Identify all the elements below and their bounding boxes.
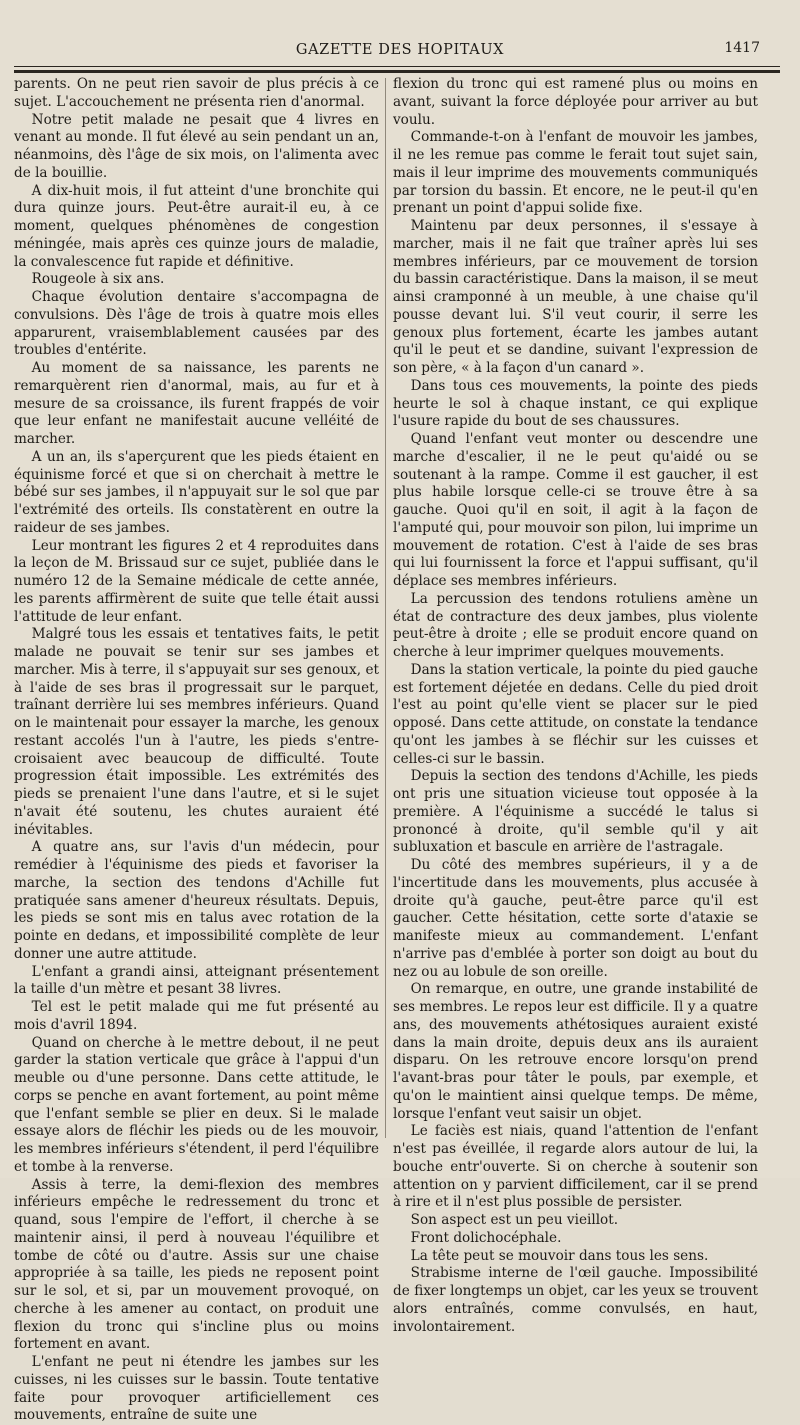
paragraph: Le faciès est niais, quand l'attention de l'enfant n'est pas éveillée, il regarde alors autour de lui, la bouche entr'ouverte. Si on cherche à soutenir son attention on y parvient difficilement, car il se prend à rire et il n'est plus possible de persister.: [393, 1123, 758, 1211]
paragraph: La tête peut se mouvoir dans tous les sens.: [410, 1247, 709, 1264]
right-column: [393, 76, 758, 1336]
paragraph: Quand l'enfant veut monter ou descendre une marche d'escalier, il ne le peut qu'aidé ou se soutenant à la rampe. Comme il est gaucher, il est plus habile lorsque celle-ci se trouve être à sa gauche. Quoi qu'il en soit, il agit à la façon de l'amputé qui, pour mouvoir son pilon, lui imprime un mouvement de rotation. C'est à l'aide de ses bras qui lui fournissent la force et l'appui suffisant, qu'il déplace ses membres inférieurs.: [393, 431, 758, 589]
left-column: [14, 76, 379, 1425]
paragraph: Dans la station verticale, la pointe du pied gauche est fortement déjetée en dedans. Celle du pied droit l'est au point qu'elle vient se placer sur le pied opposé. Dans cette attitude, on constate la tendance qu'ont les jambes à se fléchir sur les cuisses et celles-ci sur le bassin.: [393, 661, 758, 767]
paragraph: A un an, ils s'aperçurent que les pieds étaient en équinisme forcé et que si on cherchait à mettre le bébé sur ses jambes, il n'appuyait sur le sol que par l'extrémité des orteils. Ils constatèrent en outre la raideur de ses jambes.: [14, 448, 379, 536]
paragraph: La percussion des tendons rotuliens amène un état de contracture des deux jambes, plus violente peut-être à droite ; elle se produit encore quand on cherche à leur imprimer quelques mouvements.: [393, 590, 758, 660]
page-number: 1417: [724, 40, 760, 56]
paragraph: flexion du tronc qui est ramené plus ou moins en avant, suivant la force déployée pour arriver au but voulu.: [393, 76, 758, 128]
paragraph: Depuis la section des tendons d'Achille, les pieds ont pris une situation vicieuse tout opposée à la première. A l'équinisme a succédé le talus si prononcé à droite, qu'il semble qu'il y ait subluxation et bascule en arrière de l'astragale.: [393, 768, 758, 856]
paragraph: Quand on cherche à le mettre debout, il ne peut garder la station verticale que grâce à l'appui d'un meuble ou d'une personne. Dans cette attitude, le corps se penche en avant fortement, au point même que l'enfant semble se plier en deux. Si le malade essaye alors de fléchir les pieds ou de les mouvoir, les membres inférieurs s'étendent, il perd l'équilibre et tombe à la renverse.: [14, 1034, 379, 1175]
paragraph: Son aspect est un peu vieillot.: [410, 1212, 619, 1228]
column-divider: [385, 78, 386, 1138]
paragraph: A quatre ans, sur l'avis d'un médecin, pour remédier à l'équinisme des pieds et favoriser la marche, la section des tendons d'Achille fut pratiquée sans amener d'heureux résultats. Depuis, les pieds se sont mis en talus avec rotation de la pointe en dedans, et impossibilité complète de leur donner une autre attitude.: [14, 839, 379, 962]
paragraph: Chaque évolution dentaire s'accompagna de convulsions. Dès l'âge de trois à quatre mois elles apparurent, vraisemblablement causées par des troubles d'entérite.: [14, 289, 379, 359]
paragraph: Strabisme interne de l'œil gauche. Impossibilité de fixer longtemps un objet, car les yeux se trouvent alors entraînés, comme convulsés, en haut, involontairement.: [393, 1265, 758, 1335]
paragraph: parents. On ne peut rien savoir de plus précis à ce sujet. L'accouchement ne présenta rien d'anormal.: [14, 76, 379, 110]
header-rule-thin: [14, 66, 780, 67]
paragraph: A dix-huit mois, il fut atteint d'une bronchite qui dura quinze jours. Peut-être aurait-il eu, à ce moment, quelques phénomènes de congestion méningée, mais après ces quinze jours de maladie, la convalescence fut rapide et définitive.: [14, 182, 379, 270]
paragraph: Du côté des membres supérieurs, il y a de l'incertitude dans les mouvements, plus accusée à droite qu'à gauche, peut-être parce qu'il est gaucher. Cette hésitation, cette sorte d'ataxie se manifeste mieux au commandement. L'enfant n'arrive pas d'emblée à porter son doigt au bout du nez ou au lobule de son oreille.: [393, 857, 758, 980]
header-rule-thick: [14, 70, 780, 73]
paragraph: Au moment de sa naissance, les parents ne remarquèrent rien d'anormal, mais, au fur et à mesure de sa croissance, ils furent frappés de voir que leur enfant ne manifestait aucune velléité de marcher.: [14, 360, 379, 447]
paragraph: Leur montrant les figures 2 et 4 reproduites dans la leçon de M. Brissaud sur ce sujet, publiée dans le numéro 12 de la Semaine médicale de cette année, les parents affirmèrent de suite que telle était aussi l'attitude de leur enfant.: [14, 537, 379, 625]
paragraph: Dans tous ces mouvements, la pointe des pieds heurte le sol à chaque instant, ce qui explique l'usure rapide du bout de ses chaussures.: [393, 377, 758, 430]
paragraph: Assis à terre, la demi-flexion des membres inférieurs empêche le redressement du tronc et quand, sous l'empire de l'effort, il cherche à se maintenir ainsi, il perd à nouveau l'équilibre et tombe de côté ou d'autre. Assis sur une chaise appropriée à sa taille, les pieds ne reposent point sur le sol, et si, par un mouvement provoqué, on cherche à les amener au contact, on produit une flexion du tronc qui s'incline plus ou moins fortement en avant.: [14, 1176, 379, 1353]
paragraph: Notre petit malade ne pesait que 4 livres en venant au monde. Il fut élevé au sein pendant un an, néanmoins, dès l'âge de six mois, on l'alimenta avec de la bouillie.: [14, 111, 379, 181]
paragraph: Commande-t-on à l'enfant de mouvoir les jambes, il ne les remue pas comme le ferait tout sujet sain, mais il leur imprime des mouvements communiqués par torsion du bassin. Et encore, ne le peut-il qu'en prenant un point d'appui solide fixe.: [393, 129, 758, 217]
page-header: [0, 38, 800, 60]
running-title: GAZETTE DES HOPITAUX: [295, 42, 505, 58]
paragraph: Rougeole à six ans.: [31, 271, 165, 288]
paragraph: Maintenu par deux personnes, il s'essaye à marcher, mais il ne fait que traîner après lui ses membres inférieurs, par ce mouvement de torsion du bassin caractéristique. Dans la maison, il se meut ainsi cramponné à un meuble, à une chaise qu'il pousse devant lui. S'il veut courir, il serre les genoux plus fortement, écarte les jambes autant qu'il le peut et se dandine, suivant l'expression de son père, « à la façon d'un canard ».: [393, 218, 758, 376]
paragraph: Front dolichocéphale.: [410, 1229, 562, 1246]
paragraph: Tel est le petit malade qui me fut présenté au mois d'avril 1894.: [14, 999, 379, 1033]
paragraph: Malgré tous les essais et tentatives faits, le petit malade ne pouvait se tenir sur ses jambes et marcher. Mis à terre, il s'appuyait sur ses genoux, et à l'aide de ses bras il progressait sur le parquet, traînant derrière lui ses membres inférieurs. Quand on le maintenait pour essayer la marche, les genoux restant accolés l'un à l'autre, les pieds s'entre-croisaient avec beaucoup de difficulté. Toute progression était impossible. Les extrémités des pieds se prenaient l'une dans l'autre, et si le sujet n'avait été soutenu, les chutes auraient été inévitables.: [14, 626, 379, 838]
paragraph: L'enfant a grandi ainsi, atteignant présentement la taille d'un mètre et pesant 38 livres.: [14, 963, 379, 998]
paragraph: L'enfant ne peut ni étendre les jambes sur les cuisses, ni les cuisses sur le bassin. Toute tentative faite pour provoquer artificiellement ces mouvements, entraîne de suite une: [14, 1354, 379, 1424]
paragraph: On remarque, en outre, une grande instabilité de ses membres. Le repos leur est difficile. Il y a quatre ans, des mouvements athétosiques auraient existé dans la main droite, depuis deux ans ils auraient disparu. On les retrouve encore lorsqu'on prend l'avant-bras pour tâter le pouls, par exemple, et qu'on le maintient ainsi quelque temps. De même, lorsque l'enfant veut saisir un objet.: [393, 981, 758, 1122]
